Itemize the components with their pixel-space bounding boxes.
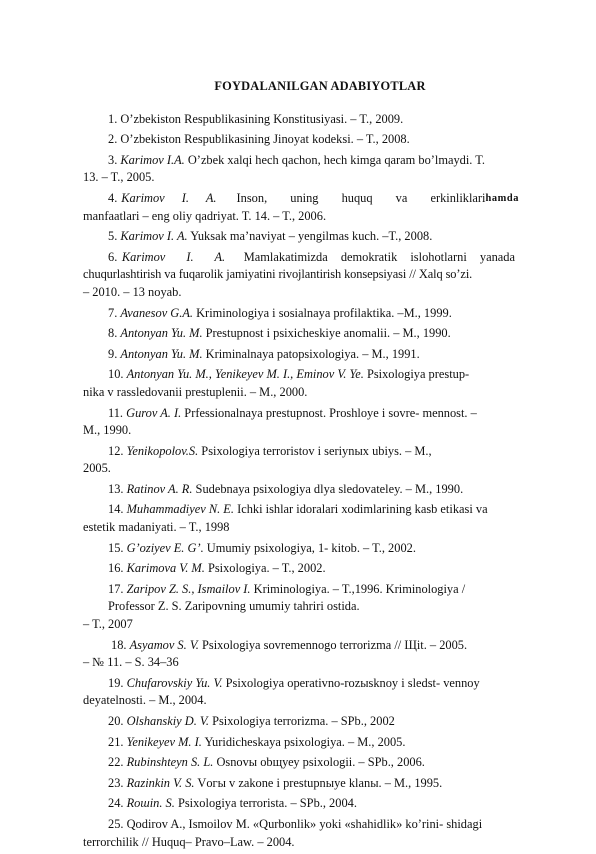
ref-text: Qodirov A., Ismoilov M. «Qurbonlik» yoki «shahidlik» ko’rini- shidagi bbox=[126, 816, 483, 831]
ref-author: Karimov I. A. bbox=[121, 190, 217, 205]
ref-text: Psixologiya terroristov i seriynых ubiys. – M., bbox=[198, 443, 432, 458]
ref-text: Psixologiya terrorista. – SPb., 2004. bbox=[174, 796, 357, 811]
ref-number: 10. bbox=[108, 367, 124, 382]
reference-item bbox=[83, 366, 515, 401]
reference-item bbox=[83, 713, 515, 731]
ref-text: Psixologiya operativno-rozыsknoy i sledst- vennoy bbox=[222, 675, 480, 690]
ref-author: G’oziyev E. G’. bbox=[126, 540, 204, 555]
ref-author: Roшin. S. bbox=[126, 796, 175, 811]
ref-author: Yenikopolov.S. bbox=[126, 443, 199, 458]
reference-item bbox=[83, 581, 515, 634]
ref-text: Prfessionalnaya prestupnost. Proshloye i sovre- mennost. – bbox=[181, 405, 477, 420]
ref-number: 20. bbox=[108, 714, 124, 728]
ref-number: 15. bbox=[108, 540, 124, 555]
reference-item bbox=[83, 405, 515, 440]
ref-author: Chufarovskiy Yu. V. bbox=[126, 675, 223, 690]
ref-author: Ratinov A. R. bbox=[126, 481, 193, 496]
ref-text: O’zbek xalqi hech qachon, hech kimga qaram bo’lmaydi. T. bbox=[184, 152, 486, 167]
ref-text-continued: 13. – T., 2005. bbox=[83, 170, 155, 185]
ref-text-continued: – T., 2007 bbox=[83, 617, 133, 632]
ref-text-continued: – № 11. – S. 34–36 bbox=[83, 655, 179, 670]
ref-author: Gurov A. I. bbox=[126, 405, 182, 420]
ref-text: Kriminologiya i sosialnaya profilaktika. –M., 1999. bbox=[193, 305, 452, 320]
ref-text: Osnovы obщуеу psixologii. – SPb., 2006. bbox=[213, 755, 425, 770]
ref-text: Umumiy psixologiya, 1- kitob. – T., 2002. bbox=[203, 540, 416, 555]
ref-text: Inson, uning huquq va erkinliklari bbox=[236, 190, 486, 205]
ref-author: Karimov I.A. bbox=[120, 152, 185, 167]
ref-number: 16. bbox=[108, 561, 124, 576]
ref-text-continued: estetik madaniyati. – T., 1998 bbox=[83, 520, 230, 535]
reference-item bbox=[83, 346, 515, 364]
ref-number: 7. bbox=[108, 305, 118, 320]
ref-author: Karimov I. A. bbox=[121, 249, 226, 264]
ref-text: Psixologiya prestup- bbox=[363, 367, 470, 382]
reference-item bbox=[83, 228, 515, 246]
ref-author: Karimov I. A. bbox=[120, 229, 188, 244]
ref-author: Muhammadiyev N. E. bbox=[126, 502, 234, 517]
reference-item bbox=[83, 305, 515, 323]
ref-author: Asyamov S. V. bbox=[129, 637, 199, 652]
reference-item bbox=[83, 501, 515, 536]
ref-number: 12. bbox=[108, 443, 124, 458]
reference-item bbox=[83, 734, 515, 752]
reference-item bbox=[83, 816, 515, 851]
ref-author: Zaripov Z. S., Ismailov I. bbox=[126, 581, 251, 596]
reference-item bbox=[83, 249, 515, 302]
ref-text: Psixologiya sovremennogo terrorizma // Щit. – 2005. bbox=[198, 637, 468, 652]
document-page bbox=[83, 78, 520, 854]
ref-author: Yenikeyev M. I. bbox=[126, 734, 202, 749]
ref-number: 11. bbox=[108, 405, 124, 420]
ref-number: 6. bbox=[108, 249, 118, 264]
ref-text-continued: – 2010. – 13 noyab. bbox=[83, 284, 182, 299]
ref-number: 3. bbox=[108, 152, 118, 167]
ref-author: Avanesov G.A. bbox=[120, 305, 194, 320]
reference-item bbox=[83, 637, 515, 672]
reference-item bbox=[83, 111, 515, 129]
reference-item bbox=[83, 152, 515, 187]
ref-author: Karimova V. M. bbox=[126, 561, 205, 576]
reference-item bbox=[83, 481, 515, 499]
ref-number: 14. bbox=[108, 502, 124, 517]
ref-author: Olshanskiy D. V. bbox=[126, 714, 209, 728]
ref-number: 19. bbox=[108, 675, 124, 690]
ref-number: 17. bbox=[108, 581, 124, 596]
ref-number: 9. bbox=[108, 346, 118, 361]
ref-text-continued: nika v rassledovanii prestuplenii. – M., 2000. bbox=[83, 384, 308, 399]
ref-text: O’zbekiston Respublikasining Jinoyat kodeksi. – T., 2008. bbox=[120, 132, 410, 147]
ref-author: Rubinshteyn S. L. bbox=[126, 755, 214, 770]
ref-author: Antonyan Yu. M. bbox=[120, 326, 203, 341]
ref-text: Vогы v zakone i prestupnыye klanы. – M., 1995. bbox=[194, 775, 443, 790]
ref-number: 24. bbox=[108, 796, 124, 811]
ref-number: 23. bbox=[108, 775, 124, 790]
ref-text-continued: manfaatlari – eng oliy qadriyat. T. 14. – T., 2006. bbox=[83, 208, 327, 223]
ref-author: Antonyan Yu. M., Yenikeyev M. I., Eminov V. Ye. bbox=[126, 367, 364, 382]
ref-text-continued: 2005. bbox=[83, 461, 111, 476]
ref-number: 8. bbox=[108, 326, 118, 341]
ref-text: Psixologiya. – T., 2002. bbox=[204, 561, 326, 576]
reference-item bbox=[83, 540, 515, 558]
ref-number: 2. bbox=[108, 132, 118, 147]
ref-author: Razinkin V. S. bbox=[126, 775, 195, 790]
ref-text: Mamlakatimizda demokratik islohotlarni yanada bbox=[243, 249, 515, 264]
page-title: FOYDALANILGAN ADABIYOTLAR bbox=[214, 79, 426, 93]
ref-number: 22. bbox=[108, 755, 124, 770]
ref-text-continued: chuqurlashtirish va fuqarolik jamiyatini rivojlantirish konsepsiyasi // Xalq so’zi. bbox=[83, 267, 473, 282]
ref-number: 5. bbox=[108, 229, 118, 244]
ref-text: Kriminologiya. – T.,1996. Kriminologiya / bbox=[250, 581, 466, 596]
reference-item bbox=[83, 775, 515, 793]
ref-text-continued: terrorchilik // Huquq– Pravo–Law. – 2004. bbox=[83, 834, 295, 849]
reference-item bbox=[83, 754, 515, 772]
ref-text: Psixologiya terrorizma. – SPb., 2002 bbox=[208, 714, 395, 728]
ref-text: Prestupnost i psixicheskiye anomalii. – M., 1990. bbox=[202, 326, 451, 341]
ref-text-continued: Professor Z. S. Zaripovning umumiy tahriri ostida. bbox=[108, 599, 360, 614]
reference-item bbox=[83, 325, 515, 343]
ref-text: Yuksak ma’naviyat – yengilmas kuch. –T., 2008. bbox=[187, 229, 433, 244]
ref-number: 21. bbox=[108, 734, 124, 749]
ref-author: Antonyan Yu. M. bbox=[120, 346, 203, 361]
ref-text-extra: hamda bbox=[485, 192, 520, 204]
ref-number: 25. bbox=[108, 816, 124, 831]
reference-item bbox=[83, 190, 520, 225]
ref-text: O’zbekiston Respublikasining Konstitusiyasi. – T., 2009. bbox=[120, 111, 404, 126]
ref-text: Ichki ishlar idoralari xodimlarining kasb etikasi va bbox=[233, 502, 488, 517]
ref-text: Sudebnaya psixologiya dlya sledovateley. – M., 1990. bbox=[192, 481, 464, 496]
reference-item bbox=[83, 131, 515, 149]
ref-text-continued: M., 1990. bbox=[83, 423, 132, 438]
ref-number: 13. bbox=[108, 481, 124, 496]
ref-number: 18. bbox=[111, 637, 127, 652]
ref-text: Kriminalnaya patopsixologiya. – M., 1991. bbox=[202, 346, 420, 361]
reference-item bbox=[83, 443, 515, 478]
ref-text-continued: deyatelnosti. – M., 2004. bbox=[83, 693, 207, 708]
ref-text: Yuridicheskaya psixologiya. – M., 2005. bbox=[201, 734, 406, 749]
reference-item bbox=[83, 795, 515, 813]
ref-number: 1. bbox=[108, 111, 118, 126]
reference-item bbox=[83, 560, 515, 578]
reference-item bbox=[83, 675, 515, 710]
ref-number: 4. bbox=[108, 190, 118, 205]
